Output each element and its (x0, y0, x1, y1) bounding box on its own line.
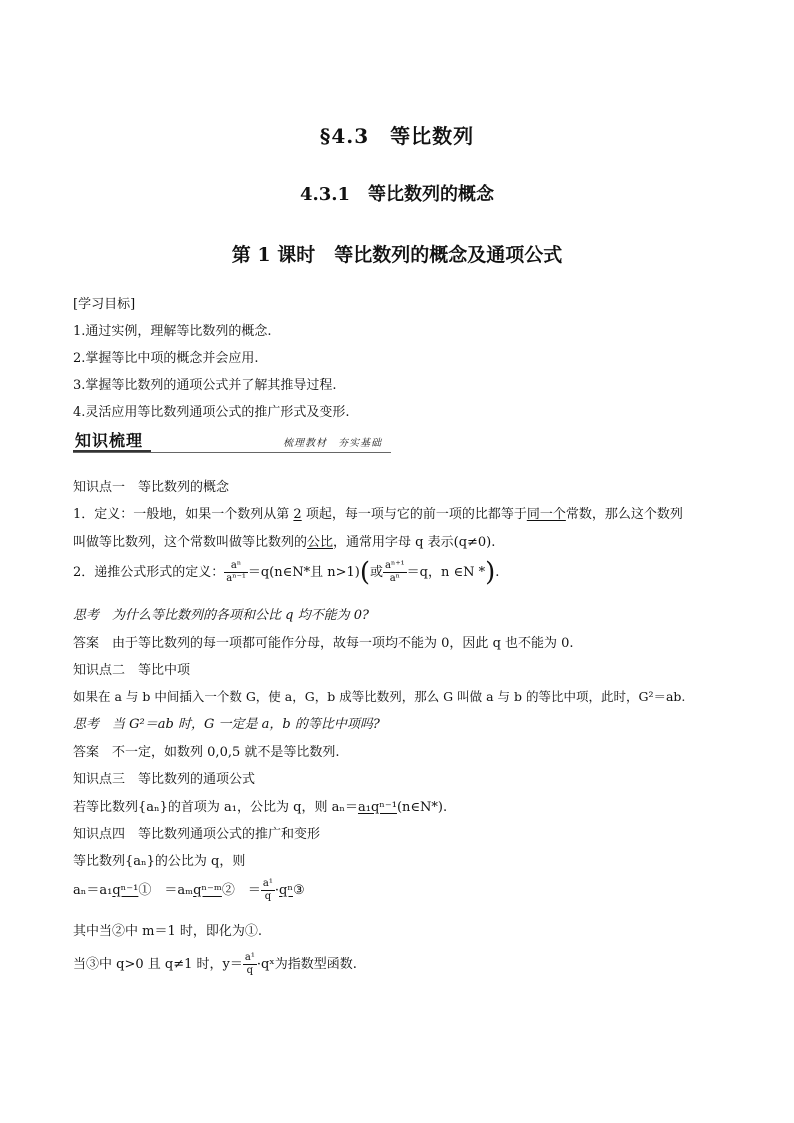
k2-think (73, 713, 380, 732)
k4-intro: 等比数列{aₙ}的公比为 q，则 (73, 854, 246, 869)
k1-recursive-definition: 2．递推公式形式的定义： $\frac{\text{aⁿ}}{\text{aⁿ⁻¹}}$ ＝q(n∈N*且 n>1)(或 $\frac{\text{aⁿ⁺¹}}{\text{aⁿ}}$ ＝q，n ∈N *). (73, 557, 500, 588)
k3-text (73, 796, 447, 815)
text-run: 1．定义：一般地，如果一个数列从第 (73, 507, 294, 522)
objective-item: 1.通过实例，理解等比数列的概念. (73, 324, 272, 339)
think-label: 思考 (73, 608, 100, 623)
text-run: 若等比数列{aₙ}的首项为 a₁，公比为 q，则 aₙ＝ (73, 800, 358, 815)
banner-subtitle: 梳理教材 夯实基础 (283, 438, 382, 449)
fraction-numerator: aⁿ⁺¹ (385, 560, 405, 571)
fraction-denominator: q (264, 891, 272, 902)
k4-note-2 (73, 952, 357, 977)
fraction (224, 560, 248, 585)
k2-heading: 知识点二 等比中项 (73, 663, 191, 678)
k2-text: 如果在 a 与 b 中间插入一个数 G，使 a，G，b 成等比数列，那么 G 叫做 a 与 b 的等比中项，此时，G²＝ab. (73, 689, 686, 704)
blank-answer: 2 (293, 507, 302, 522)
objective-item: 2.掌握等比中项的概念并会应用. (73, 351, 259, 366)
fraction (261, 878, 275, 903)
k4-heading: 知识点四 等比数列通项公式的推广和变形 (73, 827, 321, 842)
blank-answer: a₁qⁿ⁻¹ (357, 800, 397, 815)
fraction-denominator: q (246, 965, 254, 976)
section-banner (73, 426, 393, 454)
blank-answer: 同一个 (526, 507, 566, 522)
fraction (383, 560, 407, 585)
text-run: (n∈N*). (396, 800, 448, 815)
fraction-denominator: aⁿ (389, 573, 400, 584)
banner-title: 知识梳理 (75, 431, 144, 450)
text-run: ，通常用字母 q 表示(q≠0). (333, 535, 496, 550)
text-run: 当③中 q>0 且 q≠1 时，y＝ (73, 957, 243, 972)
blank-answer: 公比 (307, 535, 334, 550)
text-run: ＝q，n ∈N * (406, 565, 486, 580)
banner-divider (73, 452, 391, 453)
text-run: 或 (370, 565, 384, 580)
blank-answer: qⁿ (279, 883, 293, 898)
answer-label: 答案 (73, 636, 100, 651)
text-run: 2．递推公式形式的定义： (73, 565, 225, 580)
blank-answer: qⁿ⁻ᵐ (193, 883, 222, 898)
think-text: 为什么等比数列的各项和公比 q 均不能为 0? (112, 608, 369, 623)
objectives-heading: [学习目标] (73, 297, 136, 312)
right-paren: ) (485, 557, 496, 588)
k2-answer (73, 741, 340, 760)
fraction-denominator: aⁿ⁻¹ (226, 573, 246, 584)
text-run: 叫做等比数列，这个常数叫做等比数列的 (73, 535, 308, 550)
text-run: 项起，每一项与它的前一项的比都等于 (301, 507, 527, 522)
fraction (243, 952, 257, 977)
left-paren: ( (359, 557, 371, 588)
k1-heading: 知识点一 等比数列的概念 (73, 480, 230, 495)
section-title: §4.3 等比数列 (319, 124, 475, 148)
objective-item: 3.掌握等比数列的通项公式并了解其推导过程. (73, 378, 337, 393)
answer-label: 答案 (73, 745, 100, 760)
text-run: · (274, 883, 280, 898)
text-run: ＝q(n∈N*且 n>1) (247, 565, 360, 580)
k1-definition-cont (73, 531, 495, 550)
answer-text: 不一定，如数列 0,0,5 就不是等比数列. (112, 745, 340, 760)
fraction-numerator: a¹ (262, 878, 273, 889)
objective-item: 4.灵活应用等比数列通项公式的推广形式及变形. (73, 405, 350, 420)
k3-heading: 知识点三 等比数列的通项公式 (73, 772, 256, 787)
k1-answer (73, 632, 574, 651)
k1-definition (73, 503, 683, 522)
text-run: ·qˣ为指数型函数. (256, 957, 357, 972)
k4-note-1: 其中当②中 m＝1 时，即化为①. (73, 924, 262, 939)
text-run: 常数，那么这个数列 (565, 507, 683, 522)
lesson-title: 第 1 课时 等比数列的概念及通项公式 (231, 244, 563, 266)
think-label: 思考 (73, 717, 100, 732)
k1-think (73, 604, 369, 623)
text-run: ③ (292, 883, 305, 898)
text-run: ② ＝ (221, 883, 261, 898)
text-run: aₙ＝a₁ (73, 883, 113, 898)
fraction-numerator: aⁿ (224, 560, 248, 573)
answer-text: 由于等比数列的每一项都可能作分母，故每一项均不能为 0，因此 q 也不能为 0. (112, 636, 574, 651)
fraction-numerator: a¹ (244, 952, 255, 963)
k4-formula (73, 878, 305, 903)
subsection-title: 4.3.1 等比数列的概念 (299, 184, 495, 205)
blank-answer: qⁿ⁻¹ (112, 883, 139, 898)
text-run: ① ＝aₘ (138, 883, 194, 898)
think-text: 当 G²＝ab 时，G 一定是 a，b 的等比中项吗? (112, 717, 380, 732)
